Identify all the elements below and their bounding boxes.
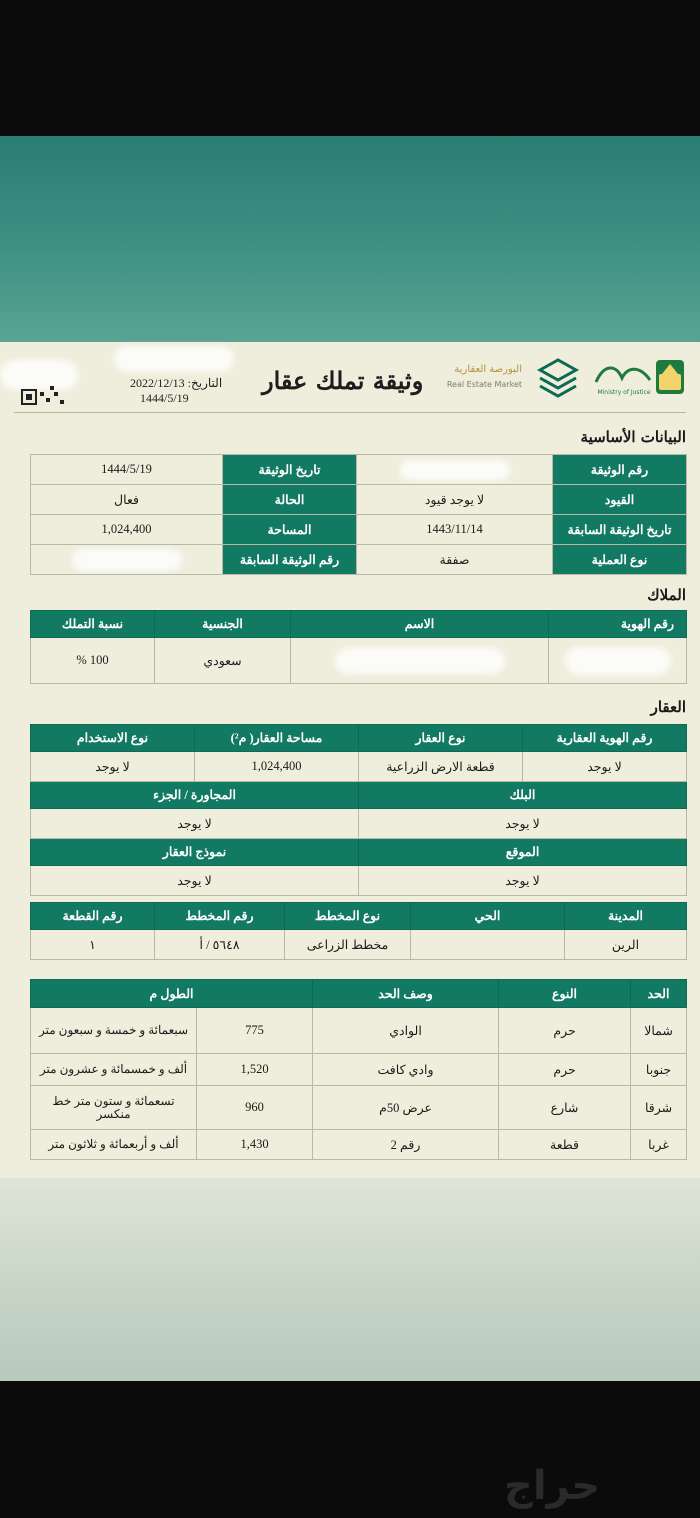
column-header: الطول م	[31, 980, 313, 1008]
table-cell: لا يوجد	[31, 752, 195, 782]
table-cell: حرم	[499, 1054, 631, 1086]
table-row	[31, 1086, 687, 1130]
header-divider	[14, 412, 686, 413]
document-date	[130, 376, 222, 406]
table-cell: 1443/11/14	[357, 515, 553, 545]
document-title: وثيقة تملك عقار	[262, 366, 424, 395]
date-label: التاريخ:	[187, 376, 223, 390]
table-cell: جنوبا	[631, 1054, 687, 1086]
table-cell: ألف و خمسمائة و عشرون متر	[31, 1054, 197, 1086]
table-cell: لا يوجد	[359, 809, 687, 839]
table-cell: 960	[197, 1086, 313, 1130]
table-row	[31, 545, 687, 575]
table-row	[31, 866, 687, 896]
column-header: الاسم	[291, 611, 549, 638]
column-header: نوع الاستخدام	[31, 725, 195, 752]
column-header: المجاورة / الجزء	[31, 782, 359, 809]
column-header: نوع العقار	[359, 725, 523, 752]
table-cell: لا يوجد	[31, 866, 359, 896]
column-header: نوع المخطط	[285, 903, 411, 930]
table-header-row	[31, 839, 687, 866]
table-cell	[411, 930, 565, 960]
table-cell: مخطط الزراعى	[285, 930, 411, 960]
qr-code-icon	[20, 364, 68, 408]
basic-data-table	[30, 454, 687, 575]
table-label: المساحة	[223, 515, 357, 545]
stacked-layers-icon	[536, 356, 580, 398]
table-cell: شمالا	[631, 1008, 687, 1054]
table-cell: 1,024,400	[195, 752, 359, 782]
table-label: الحالة	[223, 485, 357, 515]
basic-data-title: البيانات الأساسية	[580, 428, 686, 446]
table-cell: 775	[197, 1008, 313, 1054]
table-cell: الوادي	[313, 1008, 499, 1054]
table-row	[31, 1008, 687, 1054]
location-table	[30, 902, 687, 960]
table-row	[31, 809, 687, 839]
table-row	[31, 1054, 687, 1086]
date-gregorian: 2022/12/13	[130, 376, 185, 390]
table-row	[31, 638, 687, 684]
column-header: رقم القطعة	[31, 903, 155, 930]
column-header: الجنسية	[155, 611, 291, 638]
document-header	[0, 342, 700, 410]
column-header: مساحة العقار( م²)	[195, 725, 359, 752]
table-row	[31, 1130, 687, 1160]
owners-title: الملاك	[647, 586, 686, 604]
column-header: النوع	[499, 980, 631, 1008]
table-cell: الرين	[565, 930, 687, 960]
owner-id-value	[549, 638, 687, 684]
previous-document-number-value	[31, 545, 223, 575]
table-cell: قطعة	[499, 1130, 631, 1160]
table-cell: لا يوجد	[31, 809, 359, 839]
owner-name-value	[291, 638, 549, 684]
table-cell: صفقة	[357, 545, 553, 575]
table-row	[31, 515, 687, 545]
table-label: رقم الوثيقة السابقة	[223, 545, 357, 575]
table-cell: فعال	[31, 485, 223, 515]
table-cell: غربا	[631, 1130, 687, 1160]
column-header: نسبة التملك	[31, 611, 155, 638]
table-header-row	[31, 980, 687, 1008]
table-cell: 1,024,400	[31, 515, 223, 545]
column-header: الحي	[411, 903, 565, 930]
table-cell: لا يوجد قيود	[357, 485, 553, 515]
property-table	[30, 724, 687, 896]
table-cell: شرقا	[631, 1086, 687, 1130]
property-title: العقار	[650, 698, 686, 716]
table-label: نوع العملية	[553, 545, 687, 575]
table-header-row	[31, 611, 687, 638]
bottom-background-band	[0, 1178, 700, 1381]
table-cell: ألف و أربعمائة و ثلاثون متر	[31, 1130, 197, 1160]
real-estate-market-logo	[446, 356, 580, 398]
column-header: وصف الحد	[313, 980, 499, 1008]
table-row	[31, 485, 687, 515]
date-hijri: 1444/5/19	[140, 391, 189, 405]
deed-document	[0, 342, 700, 1178]
top-black-bar	[0, 0, 700, 136]
table-cell: 1,520	[197, 1054, 313, 1086]
table-cell: ٥٦٤٨ / أ	[155, 930, 285, 960]
column-header: رقم الهوية العقارية	[523, 725, 687, 752]
bottom-black-bar	[0, 1381, 700, 1518]
column-header: الحد	[631, 980, 687, 1008]
table-cell: سبعمائة و خمسة و سبعون متر	[31, 1008, 197, 1054]
table-cell: قطعة الارض الزراعية	[359, 752, 523, 782]
column-header: رقم المخطط	[155, 903, 285, 930]
table-cell: حرم	[499, 1008, 631, 1054]
redacted-area	[114, 346, 234, 372]
table-cell: سعودي	[155, 638, 291, 684]
table-cell: تسعمائة و ستون متر خط منكسر	[31, 1086, 197, 1130]
table-row	[31, 455, 687, 485]
real-estate-market-name-en: Real Estate Market	[446, 380, 522, 389]
table-row	[31, 930, 687, 960]
table-cell: شارع	[499, 1086, 631, 1130]
table-cell: 1444/5/19	[31, 455, 223, 485]
document-number-value	[357, 455, 553, 485]
table-cell: لا يوجد	[359, 866, 687, 896]
owners-table	[30, 610, 687, 684]
table-label: رقم الوثيقة	[553, 455, 687, 485]
table-cell: رقم 2	[313, 1130, 499, 1160]
column-header: رقم الهوية	[549, 611, 687, 638]
table-header-row	[31, 725, 687, 752]
teal-background-band	[0, 136, 700, 342]
column-header: المدينة	[565, 903, 687, 930]
table-header-row	[31, 782, 687, 809]
table-label: تاريخ الوثيقة	[223, 455, 357, 485]
ministry-of-justice-logo	[592, 356, 686, 398]
table-cell: وادي كافت	[313, 1054, 499, 1086]
real-estate-market-name-ar: البورصة العقارية	[454, 364, 522, 375]
table-row	[31, 752, 687, 782]
table-cell: 1,430	[197, 1130, 313, 1160]
table-cell: 100 %	[31, 638, 155, 684]
boundaries-table	[30, 979, 687, 1160]
svg-text:Ministry of Justice: Ministry of Justice	[597, 389, 651, 396]
table-label: تاريخ الوثيقة السابقة	[553, 515, 687, 545]
table-cell: ١	[31, 930, 155, 960]
table-header-row	[31, 903, 687, 930]
haraj-watermark: حراج	[504, 1463, 601, 1509]
column-header: نموذج العقار	[31, 839, 359, 866]
table-label: القيود	[553, 485, 687, 515]
column-header: الموقع	[359, 839, 687, 866]
table-cell: لا يوجد	[523, 752, 687, 782]
table-cell: عرض 50م	[313, 1086, 499, 1130]
column-header: البلك	[359, 782, 687, 809]
